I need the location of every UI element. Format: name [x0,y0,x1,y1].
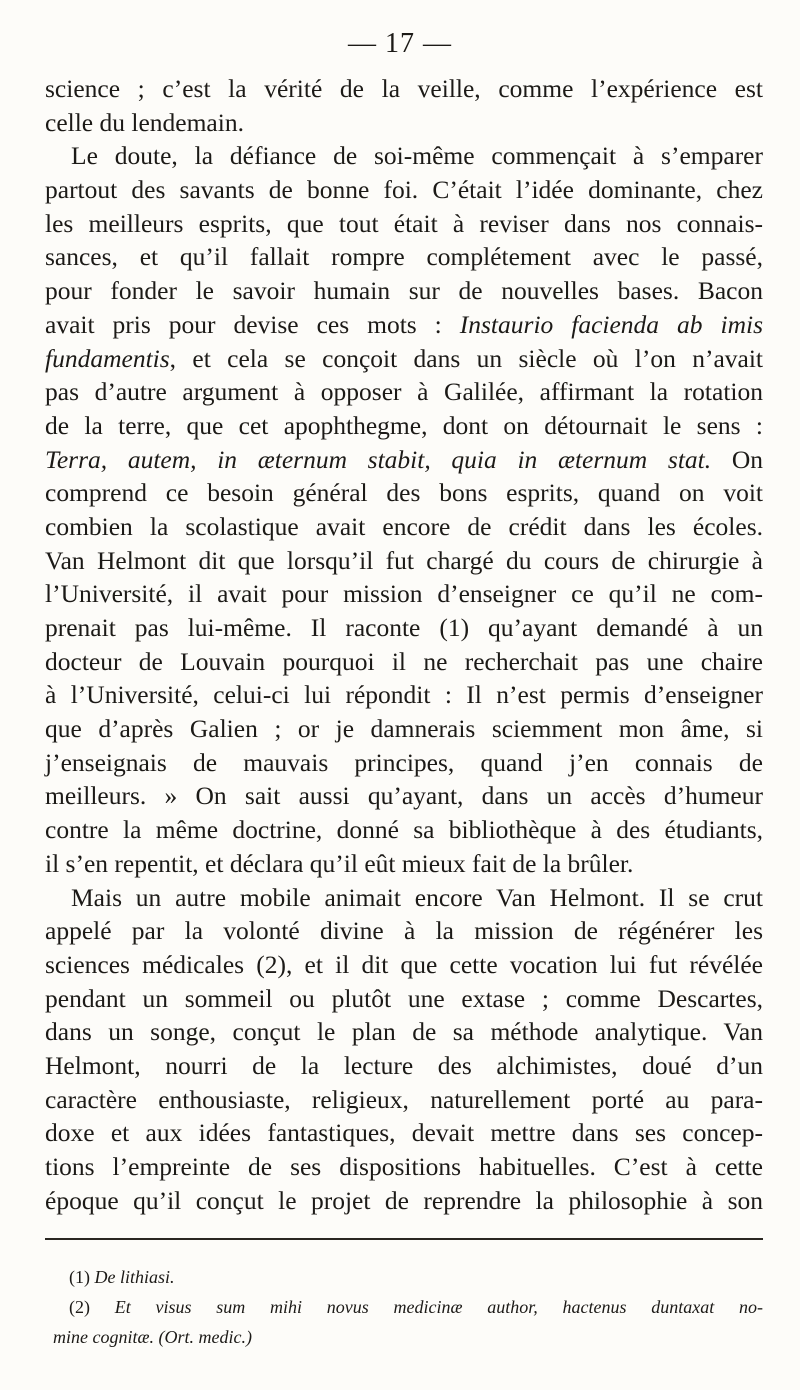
body-text [45,72,763,1217]
text-fragment: On [711,444,763,474]
text-line: Le doute, la défiance de soi-même commençait à s’emparer [71,141,763,171]
text-line: prenait pas lui-même. Il raconte (1) qu’ayant demandé à un [45,613,763,642]
text-line: Van Helmont dit que lorsqu’il fut chargé du cours de chirurgie à [45,545,763,575]
text-fragment: avait pris pour devise ces mots : [45,309,442,339]
text-line: tions l’empreinte de ses dispositions habituelles. C’est à cette [45,1152,763,1181]
text-line: meilleurs. » On sait aussi qu’ayant, dans un accès d’humeur [45,781,763,811]
text-line: j’enseignais de mauvais principes, quand j’en connais de [45,747,763,777]
footnotes [45,1262,763,1352]
footnote-text: De lithiasi. [94,1267,175,1287]
footnote-text: Et visus sum mihi novus medicinæ author, hactenus duntaxat no- [114,1297,764,1317]
text-line: pas d’autre argument à opposer à Galilée, affirmant la rotation [45,377,763,407]
text-line: Helmont, nourri de la lecture des alchimistes, doué d’un [45,1050,763,1080]
text-line: les meilleurs esprits, que tout était à reviser dans nos connais- [45,208,763,238]
footnote-text: mine cognitæ. (Ort. medic.) [53,1327,252,1347]
text-line: l’Université, il avait pour mission d’enseigner ce qu’il ne com- [45,579,763,609]
text-line: combien la scolastique avait encore de crédit dans les écoles. [45,511,763,541]
text-line: caractère enthousiaste, religieux, naturellement porté au para- [45,1084,763,1114]
latin-motto: Instaurio facienda ab imis [459,309,764,339]
text-line: à l’Université, celui-ci lui répondit : Il n’est permis d’enseigner [45,680,763,710]
text-line [45,342,763,376]
text-line: pendant un sommeil ou plutôt une extase ; comme Descartes, [45,983,763,1013]
text-line: sciences médicales (2), et il dit que cette vocation lui fut révélée [45,949,763,979]
text-line: pour fonder le savoir humain sur de nouvelles bases. Bacon [45,276,763,306]
footnote-marker: (2) [69,1297,90,1317]
text-fragment: , et cela se conçoit dans un siècle où l’on n’avait [169,343,763,373]
text-line: docteur de Louvain pourquoi il ne recherchait pas une chaire [45,646,763,676]
text-line [45,443,763,477]
text-line: de la terre, que cet apophthegme, dont on détournait le sens : [45,410,763,440]
footnote-divider [45,1238,763,1240]
text-line: celle du lendemain. [45,107,244,137]
text-line: science ; c’est la vérité de la veille, comme l’expérience est [45,74,763,103]
text-line: époque qu’il conçut le projet de reprendre la philosophie à son [45,1185,763,1215]
text-line: sances, et qu’il fallait rompre complétement avec le passé, [45,242,763,272]
latin-motto-end: fundamentis [45,343,170,373]
footnote-1 [45,1262,763,1292]
text-line: appelé par la volonté divine à la mission de régénérer les [45,916,763,946]
latin-quote: Terra, autem, in æternum stabit, quia in æternum stat. [45,444,712,474]
text-line: comprend ce besoin général des bons esprits, quand on voit [45,478,763,508]
footnote-2-continued [45,1322,763,1352]
footnote-marker: (1) [69,1267,90,1287]
page-number: — 17 — [348,28,452,59]
text-line: que d’après Galien ; or je damnerais sciemment mon âme, si [45,714,763,744]
text-line: partout des savants de bonne foi. C’était l’idée dominante, chez [45,175,763,205]
text-line: il s’en repentit, et déclara qu’il eût mieux fait de la brûler. [45,848,634,878]
text-line: dans un songe, conçut le plan de sa méthode analytique. Van [45,1017,763,1047]
text-line: doxe et aux idées fantastiques, devait mettre dans ses concep- [45,1118,763,1148]
text-line: contre la même doctrine, donné sa bibliothèque à des étudiants, [45,815,763,845]
footnote-2 [45,1292,763,1322]
text-line [45,308,763,342]
text-line: Mais un autre mobile animait encore Van Helmont. Il se crut [71,882,763,912]
